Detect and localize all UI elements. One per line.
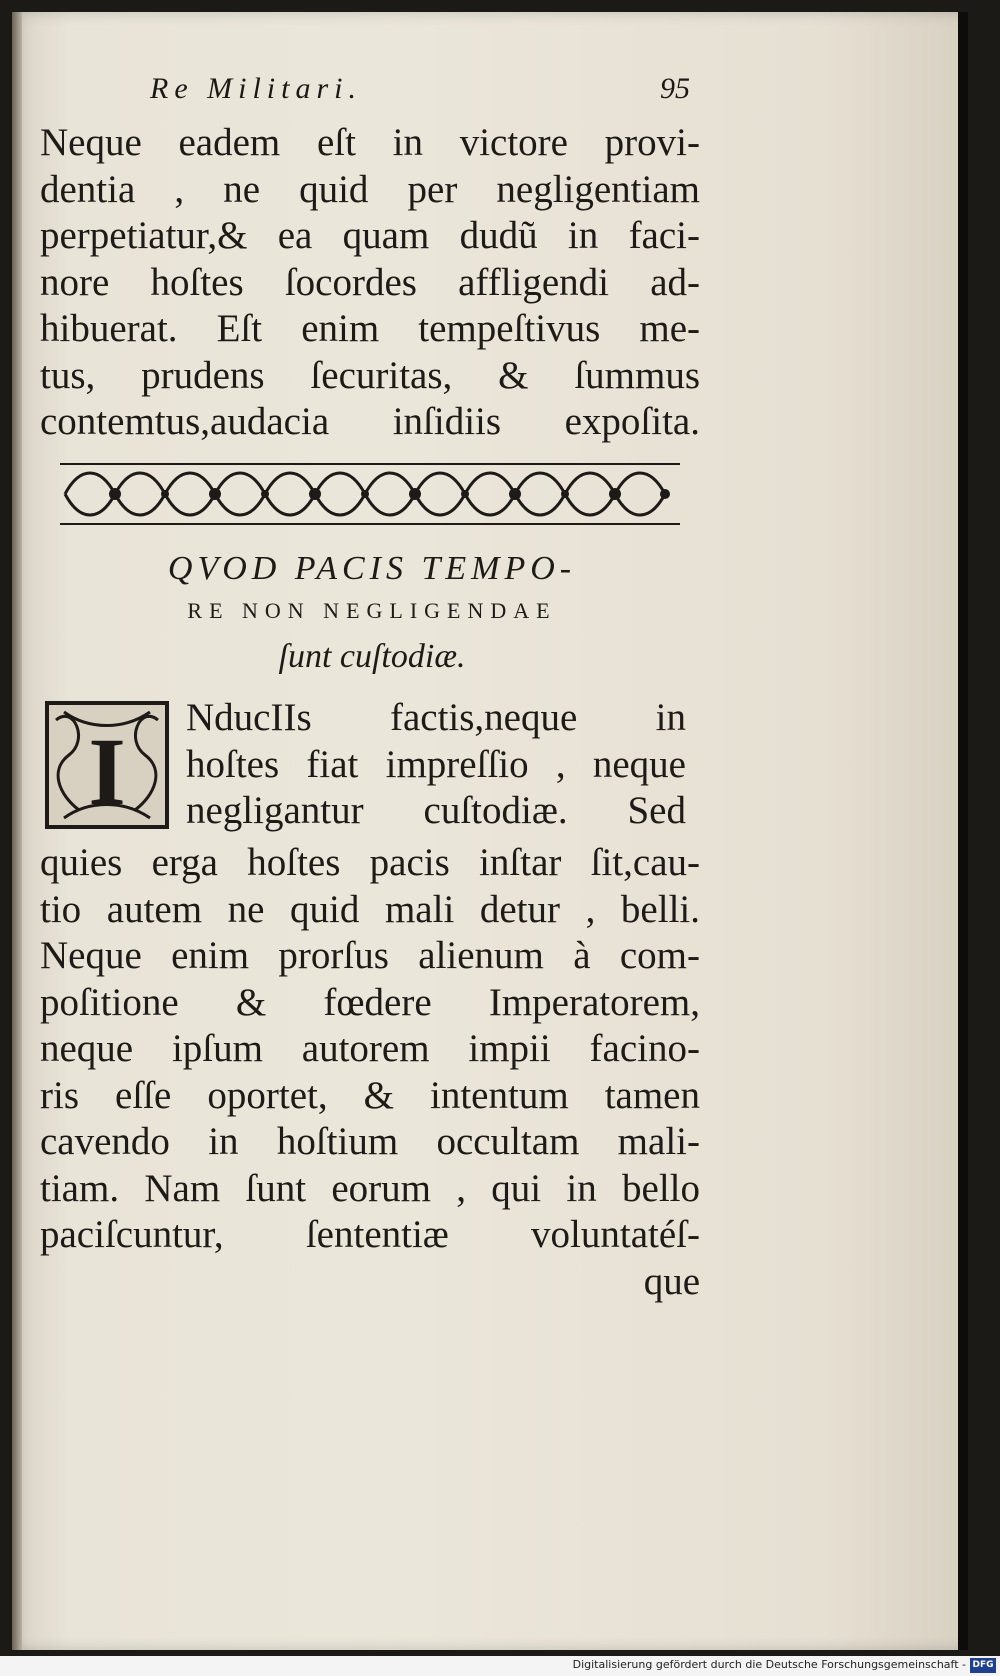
text-line: tiam. Nam ſunt eorum , qui in bello bbox=[40, 1166, 700, 1210]
text-line: poſitione & fœdere Imperatorem, bbox=[40, 980, 700, 1024]
text-line: neque ipſum autorem impii facino- bbox=[40, 1027, 700, 1070]
text-line: contemtus,audacia inſidiis expoſita. bbox=[40, 400, 700, 443]
decorative-ornament-band bbox=[60, 458, 680, 530]
paragraph-2 bbox=[40, 840, 700, 1305]
text-line: perpetiatur,& ea quam dudũ in faci- bbox=[40, 214, 700, 257]
page-header bbox=[150, 72, 690, 112]
text-line: hoſtes fiat impreſſio , neque bbox=[186, 742, 686, 786]
text-line: cavendo in hoſtium occultam mali- bbox=[40, 1120, 700, 1163]
page-gutter bbox=[12, 12, 22, 1650]
text-line: tio autem ne quid mali detur , belli. bbox=[40, 887, 700, 931]
paragraph-2-first-lines bbox=[186, 695, 686, 835]
dfg-logo-icon: DFG bbox=[970, 1658, 996, 1673]
decorated-initial-icon bbox=[44, 700, 170, 830]
catchword: que bbox=[643, 1259, 700, 1303]
digitization-footer bbox=[0, 1656, 1000, 1676]
text-line: ris eſſe oportet, & intentum tamen bbox=[40, 1073, 700, 1117]
heading-line-3: ſunt cuſtodiæ. bbox=[278, 638, 466, 675]
initial-letter: I bbox=[88, 718, 126, 825]
text-line: Neque eadem eſt in victore provi- bbox=[40, 121, 700, 164]
page-edge bbox=[958, 12, 968, 1650]
text-line: negligantur cuſtodiæ. Sed bbox=[186, 789, 686, 832]
paragraph-1 bbox=[40, 120, 700, 446]
text-line: dentia , ne quid per negligentiam bbox=[40, 167, 700, 211]
footer-credit: Digitalisierung gefördert durch die Deutsche Forschungsgemeinschaft - bbox=[572, 1658, 966, 1671]
text-line: tus, prudens ſecuritas, & ſummus bbox=[40, 353, 700, 397]
text-line: hibuerat. Eſt enim tempeſtivus me- bbox=[40, 307, 700, 350]
heading-line-1: QVOD PACIS TEMPO- bbox=[167, 550, 577, 587]
text-line: NducIIs factis,neque in bbox=[186, 696, 686, 739]
heading-line-2: RE NON NEGLIGENDAE bbox=[187, 598, 557, 623]
text-line: quies erga hoſtes pacis inſtar ſit,cau- bbox=[40, 841, 700, 884]
page-number: 95 bbox=[660, 72, 690, 105]
text-line: Neque enim prorſus alienum à com- bbox=[40, 934, 700, 977]
text-line: paciſcuntur, ſententiæ voluntatéſ- bbox=[40, 1213, 700, 1256]
text-line: nore hoſtes ſocordes affligendi ad- bbox=[40, 260, 700, 304]
running-head: Re Militari. bbox=[150, 72, 362, 105]
